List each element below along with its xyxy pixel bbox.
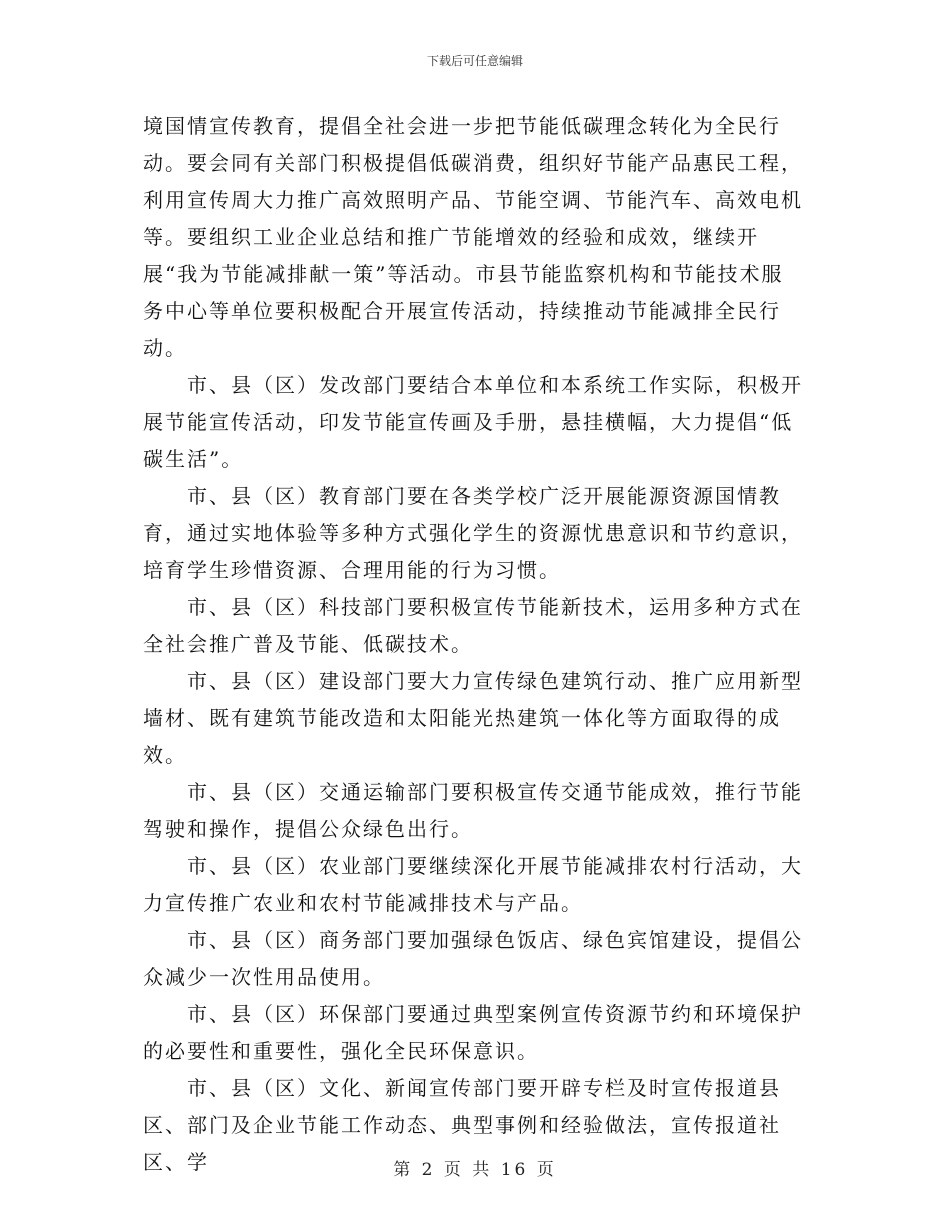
- paragraph-construction: 市、县（区）建设部门要大力宣传绿色建筑行动、推广应用新型墙材、既有建筑节能改造和太阳能光热建筑一体化等方面取得的成效。: [143, 669, 803, 767]
- paragraph-continued: 境国情宣传教育，提倡全社会进一步把节能低碳理念转化为全民行动。要会同有关部门积极提倡低碳消费，组织好节能产品惠民工程，利用宣传周大力推广高效照明产品、节能空调、节能汽车、高效电机等。要组织工业企业总结和推广节能增效的经验和成效，继续开展“我为节能减排献一策”等活动。市县节能监察机构和节能技术服务中心等单位要积极配合开展宣传活动，持续推动节能减排全民行动。: [143, 114, 803, 360]
- paragraph-technology: 市、县（区）科技部门要积极宣传节能新技术，运用多种方式在全社会推广普及节能、低碳技术。: [143, 595, 803, 656]
- page-number-footer: 第 2 页 共 16 页: [393, 1160, 557, 1180]
- paragraph-education: 市、县（区）教育部门要在各类学校广泛开展能源资源国情教育，通过实地体验等多种方式强化学生的资源忧患意识和节约意识，培育学生珍惜资源、合理用能的行为习惯。: [143, 484, 803, 582]
- paragraph-culture-media: 市、县（区）文化、新闻宣传部门要开辟专栏及时宣传报道县区、部门及企业节能工作动态、典型事例和经验做法，宣传报道社区、学: [143, 1076, 781, 1174]
- paragraph-commerce: 市、县（区）商务部门要加强绿色饭店、绿色宾馆建设，提倡公众减少一次性用品使用。: [143, 928, 803, 989]
- paragraph-agriculture: 市、县（区）农业部门要继续深化开展节能减排农村行活动，大力宣传推广农业和农村节能减排技术与产品。: [143, 854, 803, 915]
- page-header: 下载后可任意编辑: [426, 54, 523, 68]
- paragraph-development-reform: 市、县（区）发改部门要结合本单位和本系统工作实际，积极开展节能宣传活动，印发节能宣传画及手册，悬挂横幅，大力提倡“低碳生活”。: [143, 373, 803, 471]
- document-body: [143, 108, 803, 1181]
- paragraph-environment: 市、县（区）环保部门要通过典型案例宣传资源节约和环境保护的必要性和重要性，强化全民环保意识。: [143, 1002, 803, 1063]
- paragraph-transportation: 市、县（区）交通运输部门要积极宣传交通节能成效，推行节能驾驶和操作，提倡公众绿色出行。: [143, 780, 803, 841]
